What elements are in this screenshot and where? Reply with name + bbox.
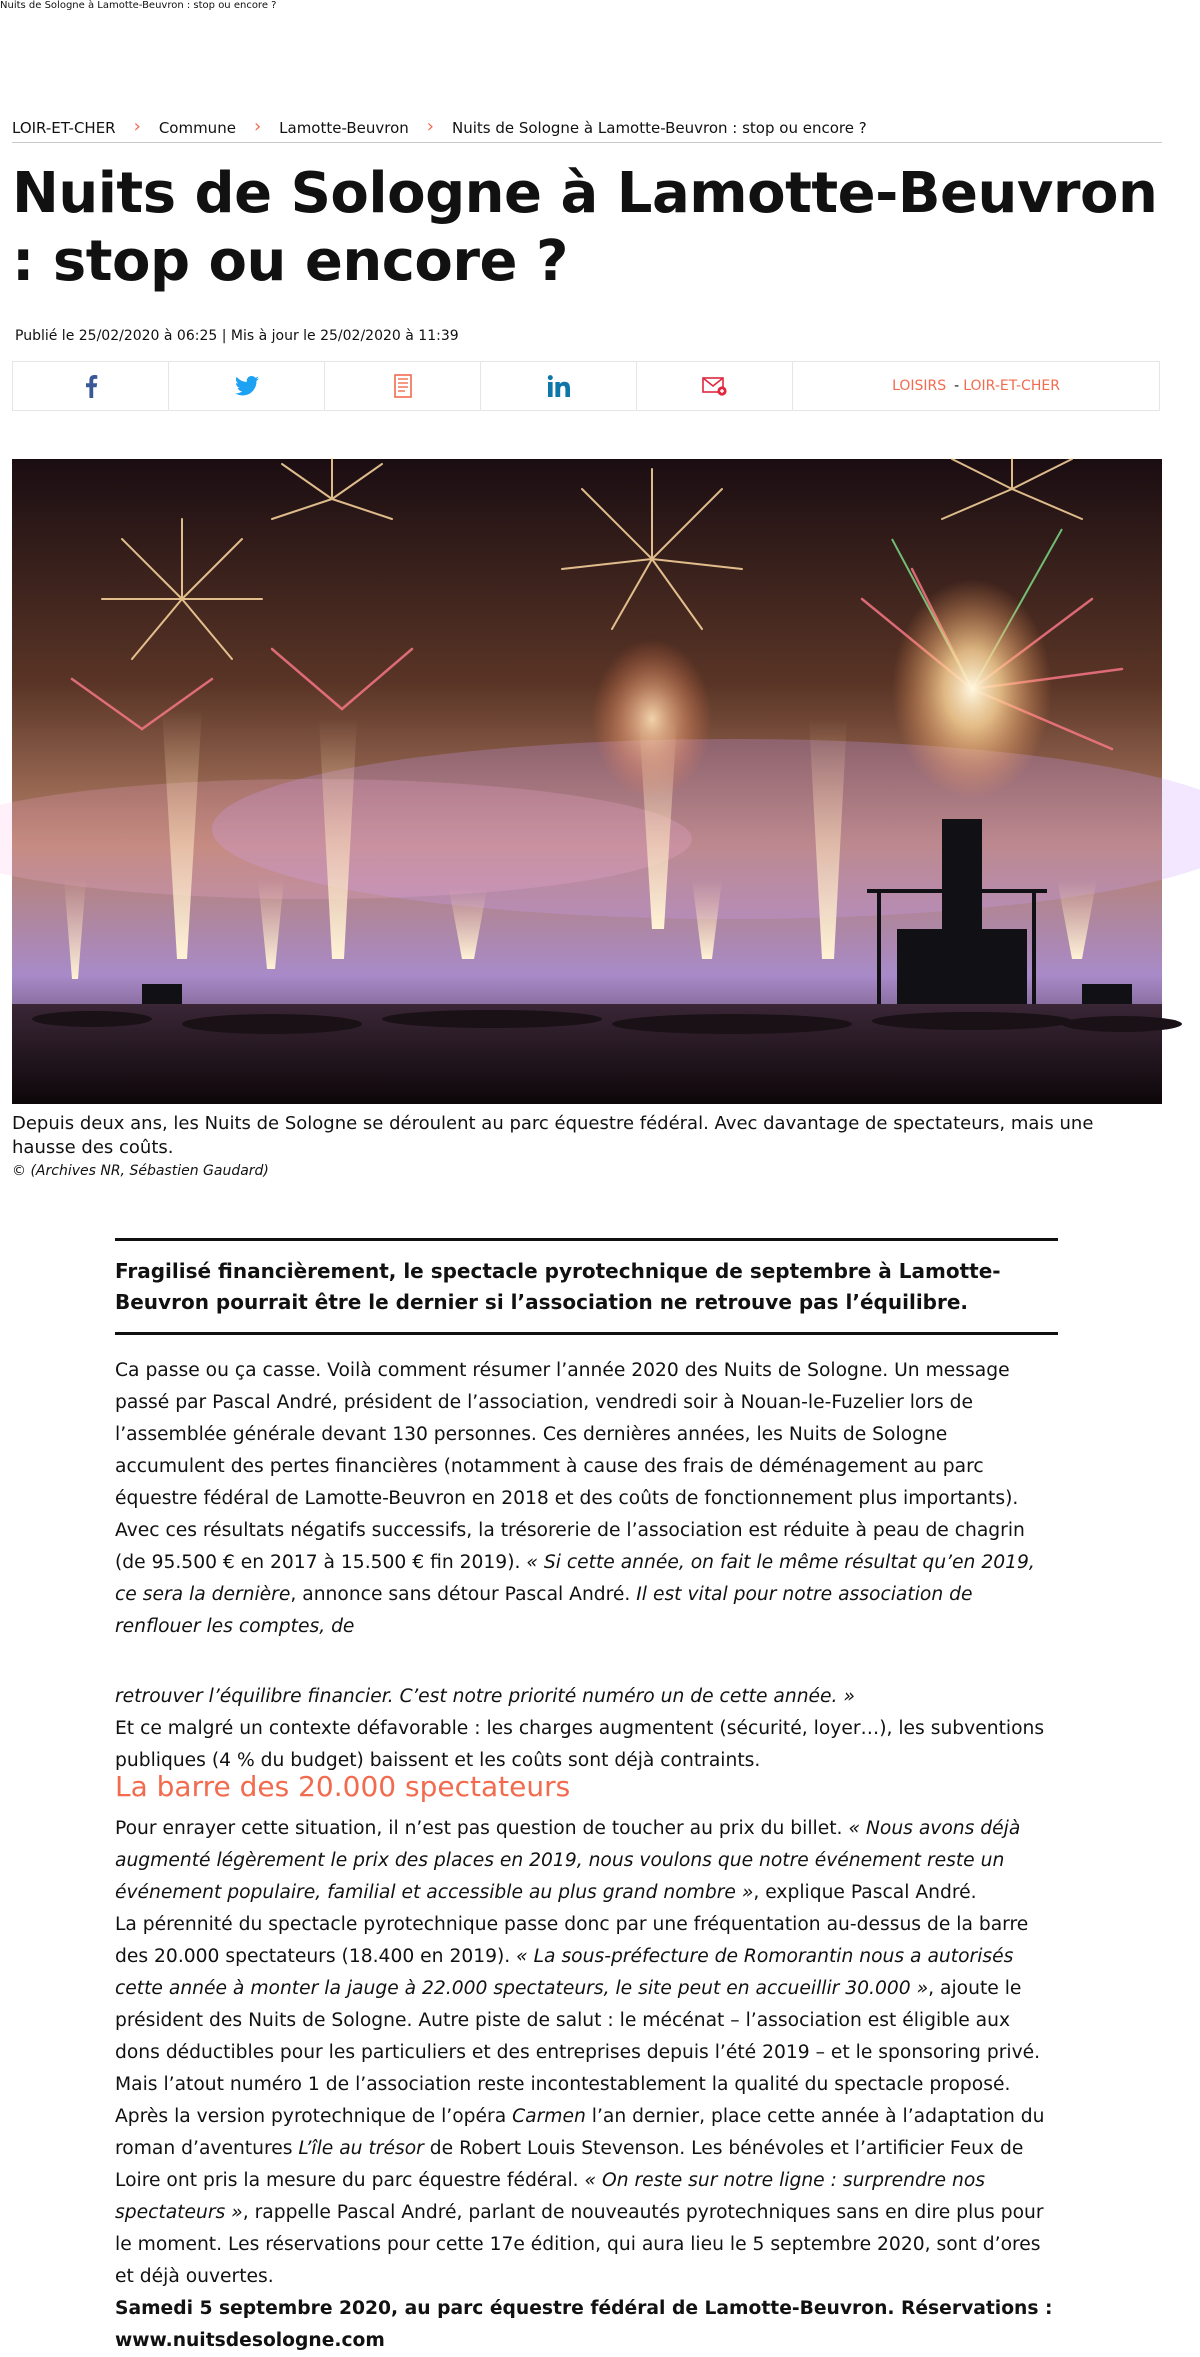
paragraph [115,1681,1058,1713]
chevron-right-icon: › [133,116,141,137]
print-button[interactable] [325,362,481,410]
article-body-part-2 [115,1813,1058,2357]
tag-loisirs[interactable]: LOISIRS [892,378,947,394]
hero-image [12,459,1162,1104]
share-facebook-button[interactable] [13,362,169,410]
quote: « Nous avons déjà augmenté légèrement le prix des places en 2019, nous voulons que notre événement reste un événement populaire, familial et accessible au plus grand nombre » [115,1818,1021,1903]
paragraph-text: Avec ces résultats négatifs successifs, la trésorerie de l’association est réduite à peau de chagrin (de 95.500 € en 2017 à 15.500 € fin 2019). [115,1520,1025,1573]
breadcrumb-current: Nuits de Sologne à Lamotte-Beuvron : stop ou encore ? [451,119,867,137]
print-icon [394,374,412,398]
publish-date: Publié le 25/02/2020 à 06:25 | Mis à jour le 25/02/2020 à 11:39 [15,328,459,344]
work-title: L’île au trésor [298,2138,424,2159]
paragraph-text: La pérennité du spectacle pyrotechnique passe donc par une fréquentation au-dessus de la barre des 20.000 spectateurs (18.400 en 2019). [115,1914,1029,1967]
tag-loir-et-cher[interactable]: LOIR-ET-CHER [963,378,1060,394]
work-title: Carmen [512,2106,586,2127]
section-heading: La barre des 20.000 spectateurs [115,1770,571,1803]
linkedin-icon [548,375,570,397]
paragraph-text: Mais l’atout numéro 1 de l’association reste incontestablement la qualité du spectacle proposé. Après la version pyrotechnique de l’opéra [115,2074,1011,2127]
paragraph-text: Pour enrayer cette situation, il n’est pas question de toucher au prix du billet. [115,1818,849,1839]
breadcrumb-item-lamotte-beuvron[interactable]: Lamotte-Beuvron [279,119,409,137]
image-credit: © (Archives NR, Sébastien Gaudard) [12,1163,269,1179]
paragraph [115,1515,1058,1643]
share-linkedin-button[interactable] [481,362,637,410]
paragraph-text: , rappelle Pascal André, parlant de nouveautés pyrotechniques sans en dire plus pour le moment. Les réservations pour cette 17e édition, qui aura lieu le 5 septembre 2020, sont d’ores et déjà ouvertes. [115,2202,1044,2287]
paragraph [115,1813,1058,1909]
breadcrumb-item-loir-et-cher[interactable]: LOIR-ET-CHER [12,119,116,137]
quote: « Si cette année, on fait le même résultat qu’en 2019, ce sera la dernière [115,1552,1035,1605]
page-title: Nuits de Sologne à Lamotte-Beuvron : stop ou encore ? [12,161,1158,294]
paragraph-text: , ajoute le président des Nuits de Sologne. Autre piste de salut : le mécénat – l’association est éligible aux dons déductibles pour les particuliers et des entreprises depuis l’été 2019 – et le sponsoring privé. [115,1978,1041,2063]
paragraph [115,1909,1058,2069]
tag-separator: - [954,378,960,394]
paragraph: Et ce malgré un contexte défavorable : les charges augmentent (sécurité, loyer…), les subventions publiques (4 % du budget) baissent et les coûts sont déjà contraints. [115,1718,1045,1771]
quote: retrouver l’équilibre financier. C’est notre priorité numéro un de cette année. » [115,1686,855,1707]
quote: « On reste sur notre ligne : surprendre nos spectateurs » [115,2170,986,2223]
browser-window-title: Nuits de Sologne à Lamotte-Beuvron : stop ou encore ? [0,0,277,11]
paragraph [115,2069,1058,2293]
paragraph-text: l’an dernier, place cette année à l’adaptation du roman d’aventures [115,2106,1045,2159]
chevron-right-icon: › [253,116,262,137]
breadcrumb [12,114,1162,143]
quote: Il est vital pour notre association de renflouer les comptes, de [115,1584,973,1637]
event-info: Samedi 5 septembre 2020, au parc équestre fédéral de Lamotte-Beuvron. Réservations : www.nuitsdesologne.com [115,2298,1053,2351]
share-twitter-button[interactable] [169,362,325,410]
share-email-button[interactable] [637,362,793,410]
share-bar [12,361,1160,411]
paragraph-text: , annonce sans détour Pascal André. [290,1584,637,1605]
fireworks-photo [12,459,1162,1104]
paragraph-text: , explique Pascal André. [753,1882,977,1903]
image-caption: Depuis deux ans, les Nuits de Sologne se déroulent au parc équestre fédéral. Avec davantage de spectateurs, mais une hausse des coûts. [12,1113,1094,1158]
article-body-part-1 [115,1355,1058,1777]
quote: « La sous-préfecture de Romorantin nous a autorisés cette année à monter la jauge à 22.000 spectateurs, le site peut en accueillir 30.000 » [115,1946,1014,1999]
breadcrumb-item-commune[interactable]: Commune [158,119,236,137]
paragraph: Ca passe ou ça casse. Voilà comment résumer l’année 2020 des Nuits de Sologne. Un message passé par Pascal André, président de l’association, vendredi soir à Nouan-le-Fuzelier lors de l’assemblée générale devant 130 personnes. Ces dernières années, les Nuits de Sologne accumulent des pertes financières (notamment à cause des frais de déménagement au parc équestre fédéral de Lamotte-Beuvron en 2018 et des coûts de fonctionnement plus importants). [115,1360,1019,1509]
article-tags [793,362,1159,410]
facebook-icon [84,374,98,398]
email-icon [702,375,728,397]
article-lead: Fragilisé financièrement, le spectacle pyrotechnique de septembre à Lamotte-Beuvron pourrait être le dernier si l’association ne retrouve pas l’équilibre. [115,1238,1058,1335]
paragraph-text: de Robert Louis Stevenson. Les bénévoles et l’artificier Feux de Loire ont pris la mesure du parc équestre fédéral. [115,2138,1024,2191]
twitter-icon [235,376,259,396]
spacer [115,1643,1058,1681]
chevron-right-icon: › [426,116,434,137]
